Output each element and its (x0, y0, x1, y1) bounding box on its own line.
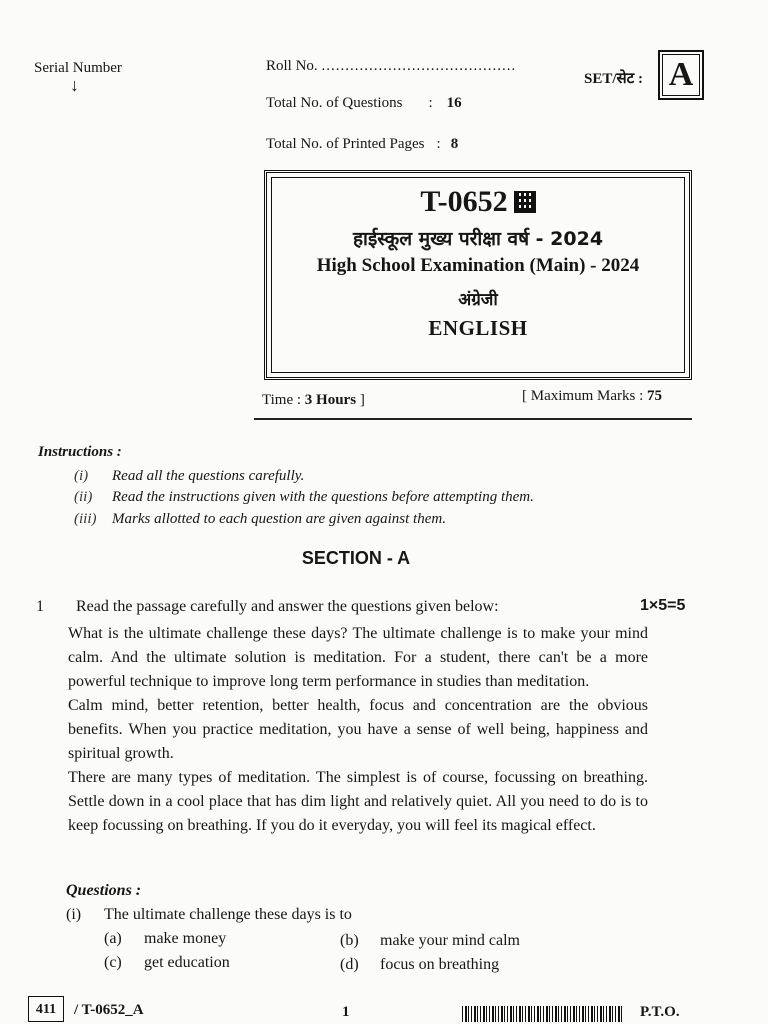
instruction-text: Read the instructions given with the questions before attempting them. (112, 489, 534, 505)
time-label: Time : (262, 392, 305, 408)
option-label: (d) (340, 956, 359, 973)
total-questions-label: Total No. of Questions (266, 95, 403, 111)
instruction-text: Marks allotted to each question are given against them. (112, 511, 446, 527)
colon: : (436, 136, 441, 152)
serial-number-label: Serial Number (34, 60, 122, 76)
maximum-marks (522, 388, 662, 405)
time-allowed (262, 392, 365, 409)
time-value: 3 Hours (304, 392, 357, 408)
set-label: SET/सेट : (584, 71, 643, 87)
total-pages-row (266, 136, 458, 153)
footer-paper-code: / T-0652_A (74, 1002, 144, 1018)
instruction-text: Read all the questions carefully. (112, 468, 305, 484)
option-c (104, 954, 230, 972)
option-text: get education (144, 954, 230, 971)
total-questions-row (266, 95, 462, 112)
instruction-number: (iii) (74, 511, 97, 527)
question-number: 1 (36, 598, 44, 615)
question-heading: Read the passage carefully and answer the questions given below: (76, 598, 499, 615)
exam-title-hindi: हाईस्कूल मुख्य परीक्षा वर्ष - 2024 (352, 228, 604, 250)
questions-title: Questions : (66, 882, 142, 899)
passage-paragraph: What is the ultimate challenge these days? The ultimate challenge is to make your mind calm. And the ultimate solution is meditation. For a student, there can't be a more powerful technique to improve long term performance in studies than meditation. (68, 625, 648, 690)
option-label: (c) (104, 954, 122, 971)
instruction-item (74, 468, 304, 485)
exam-title-box (264, 170, 692, 380)
colon: : (428, 95, 433, 111)
passage-paragraph: Calm mind, better retention, better health, focus and concentration are the obvious benefits. When you practice meditation, you have a sense of well being, happiness and spiritual growth. (68, 697, 648, 762)
barcode-icon (462, 1006, 624, 1022)
question-marks: 1×5=5 (640, 597, 686, 614)
instruction-number: (i) (74, 468, 89, 484)
option-label: (b) (340, 932, 359, 949)
divider (254, 418, 692, 420)
paper-code-text: T-0652 (420, 185, 508, 218)
total-pages-label: Total No. of Printed Pages (266, 136, 425, 152)
time-bracket: ] (356, 392, 365, 408)
roll-number-label: Roll No. (266, 58, 318, 74)
sub-question-text: The ultimate challenge these days is to (104, 906, 352, 923)
marks-label: [ Maximum Marks : (522, 388, 647, 404)
passage (68, 622, 648, 838)
sub-question-number: (i) (66, 906, 82, 923)
page-number: 1 (342, 1004, 350, 1020)
option-b (340, 932, 520, 950)
total-pages-value: 8 (450, 136, 459, 152)
passage-paragraph: There are many types of meditation. The simplest is of course, focussing on breathing. Settle down in a cool place that has dim light and relatively quiet. All you need to do is to keep focussing on breathing. If you do it everyday, you will feel its magical effect. (68, 769, 648, 834)
marks-value: 75 (647, 388, 662, 404)
title-box-inner-border (271, 177, 685, 373)
instruction-number: (ii) (74, 489, 93, 505)
roll-number-field (266, 58, 516, 75)
subject-hindi: अंग्रेजी (458, 290, 498, 310)
instruction-item (74, 489, 534, 506)
section-title: SECTION - A (301, 548, 411, 568)
roll-number-blank: ......................................... (321, 58, 517, 74)
option-text: focus on breathing (380, 956, 500, 973)
option-label: (a) (104, 930, 122, 947)
total-questions-value: 16 (446, 95, 462, 111)
option-d (340, 956, 499, 974)
option-text: make your mind calm (380, 932, 520, 949)
footer-number-box: 411 (28, 996, 64, 1022)
pto-label: P.T.O. (640, 1004, 680, 1020)
option-a (104, 930, 226, 948)
instruction-item (74, 511, 446, 528)
set-value-box: A (658, 50, 704, 100)
exam-title-english: High School Examination (Main) - 2024 (316, 255, 640, 276)
down-arrow-icon: ↓ (70, 75, 79, 95)
instructions-title: Instructions : (38, 444, 122, 460)
subject-english: ENGLISH (428, 316, 528, 340)
option-text: make money (144, 930, 227, 947)
sub-question (66, 906, 352, 924)
